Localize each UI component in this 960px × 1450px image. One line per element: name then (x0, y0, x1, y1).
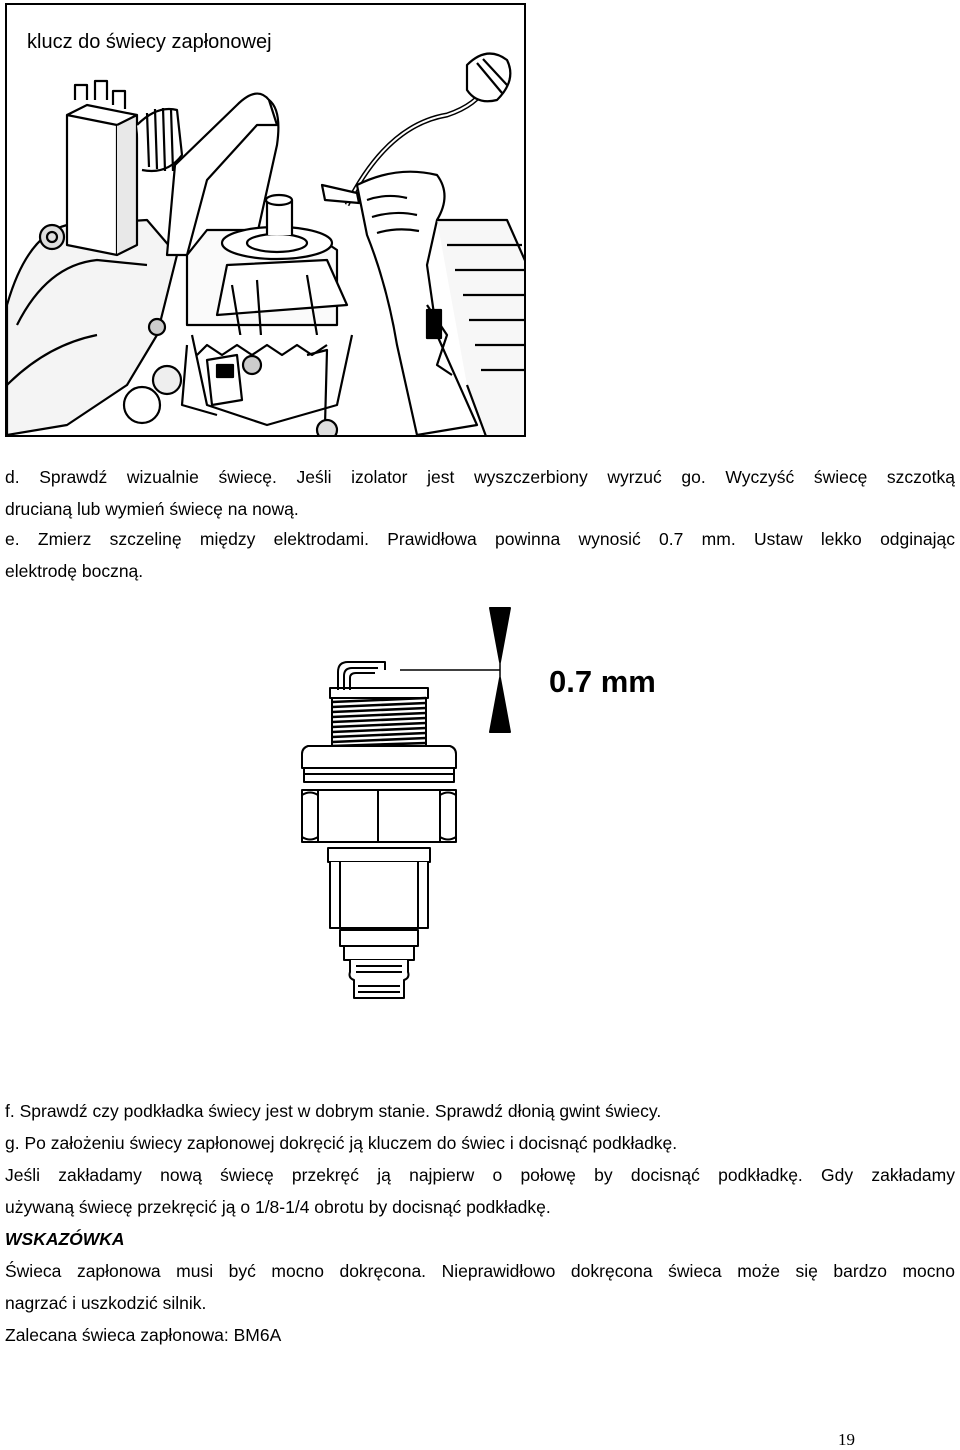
tip-heading: WSKAZÓWKA (5, 1229, 125, 1249)
step-g: g. Po założeniu świecy zapłonowej dokręcić ją kluczem do świec i docisnąć podkładkę. (5, 1133, 678, 1153)
step-d-line2: drucianą lub wymień świecę na nową. (5, 498, 299, 519)
tip-line2: nagrzać i uszkodzić silnik. (5, 1292, 207, 1313)
spark-plug-diagram (290, 600, 520, 1010)
tip-line1: Świeca zapłonowa musi być mocno dokręcona. Nieprawidłowo dokręcona świeca może się bardzo mocno (5, 1261, 955, 1281)
tip-body (5, 1256, 955, 1319)
step-e-line2: elektrodę boczną. (5, 560, 144, 581)
figure-caption: klucz do świecy zapłonowej (27, 31, 272, 53)
gap-label: 0.7 mm (549, 664, 656, 699)
step-e-line1: e. Zmierz szczelinę między elektrodami. Prawidłowa powinna wynosić 0.7 mm. Ustaw lekko odginając (5, 529, 955, 549)
gap-arrow-top (490, 608, 510, 662)
recommended-plug: Zalecana świeca zapłonowa: BM6A (5, 1325, 282, 1345)
page-number: 19 (838, 1430, 855, 1449)
step-d-line1: d. Sprawdź wizualnie świecę. Jeśli izolator jest wyszczerbiony wyrzuć go. Wyczyść świecę szczotką (5, 467, 955, 487)
gap-arrow-bottom (490, 678, 510, 732)
step-g-detail-line2: używaną świecę przekręcić ją o 1/8-1/4 obrotu by docisnąć podkładkę. (5, 1196, 551, 1217)
step-e (5, 524, 955, 587)
engine-illustration (7, 5, 526, 437)
step-g-detail (5, 1160, 955, 1223)
step-f: f. Sprawdź czy podkładka świecy jest w dobrym stanie. Sprawdź dłonią gwint świecy. (5, 1101, 662, 1121)
step-d (5, 462, 955, 525)
step-g-detail-line1: Jeśli zakładamy nową świecę przekręć ją najpierw o połowę by docisnąć podkładkę. Gdy zakładamy (5, 1165, 955, 1185)
spark-plug-wrench-figure (5, 3, 526, 437)
